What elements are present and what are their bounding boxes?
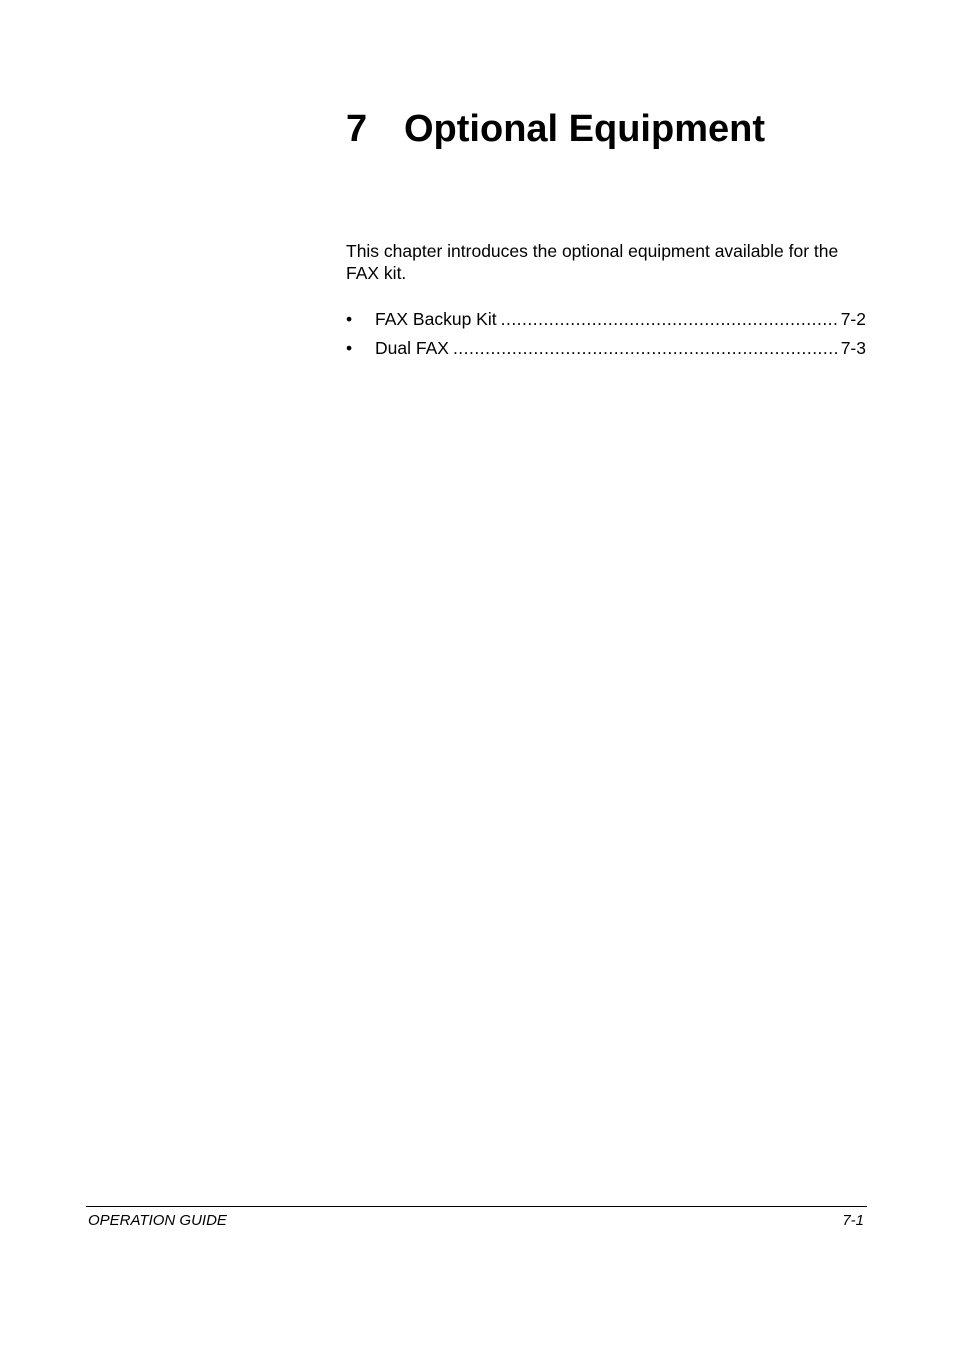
toc-item-label: FAX Backup Kit [375,309,497,329]
chapter-number: 7 [346,108,368,150]
bullet-icon: • [346,338,353,358]
dot-leader [453,336,837,360]
toc-item-label: Dual FAX [375,338,449,358]
chapter-contents-list [346,307,866,365]
toc-item-dual-fax[interactable] [346,336,866,365]
footer-guide-title: OPERATION GUIDE [88,1212,227,1229]
footer-page-number: 7-1 [842,1212,864,1229]
chapter-heading [346,104,765,154]
toc-item-page: 7-2 [840,309,866,329]
toc-item-fax-backup-kit[interactable] [346,307,866,336]
dot-leader [501,307,837,331]
chapter-intro: This chapter introduces the optional equipment available for the FAX kit. [346,241,839,283]
footer-divider [86,1206,867,1207]
bullet-icon: • [346,309,353,329]
chapter-title: Optional Equipment [404,108,765,150]
toc-item-page: 7-3 [840,338,866,358]
